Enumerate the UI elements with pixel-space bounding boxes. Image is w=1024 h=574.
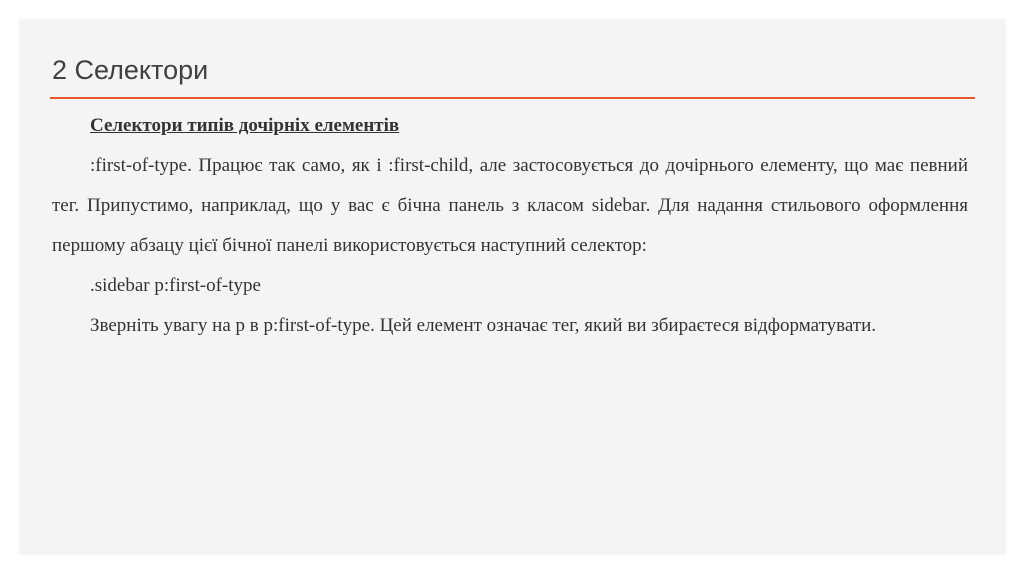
slide <box>20 20 1005 554</box>
paragraph-first-of-type: :first-of-type. Працює так само, як і :first-child, але застосовується до дочірнього елементу, що має певний тег. Припустимо, наприклад, що у вас є бічна панель з класом sidebar. Для надання стильового оформлення першому абзацу цієї бічної панелі використовується наступний селектор: <box>52 155 968 256</box>
slide-title: 2 Селектори <box>52 55 209 85</box>
slide-content <box>52 106 968 346</box>
section-heading: Селектори типів дочірніх елементів <box>90 115 400 136</box>
paragraph-note: Зверніть увагу на p в p:first-of-type. Цей елемент означає тег, який ви збираєтеся відформатувати. <box>90 315 877 336</box>
paragraph-selector-example: .sidebar p:first-of-type <box>90 275 261 296</box>
title-divider <box>50 97 975 99</box>
